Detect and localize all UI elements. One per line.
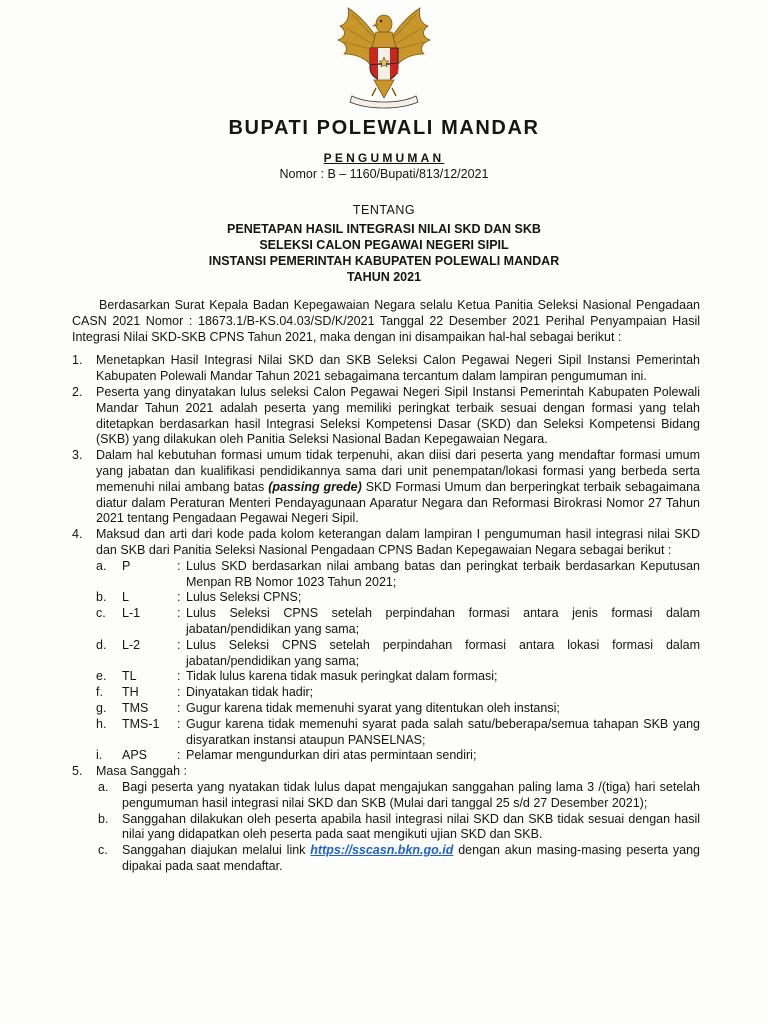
sub-text: dengan akun masing-masing peserta yang dipakai pada saat mendaftar. (122, 843, 700, 873)
code-letter: f. (96, 685, 103, 700)
code-separator: : (177, 637, 181, 652)
sub-text: Sanggahan diajukan melalui link (122, 843, 306, 858)
code-letter: a. (96, 558, 107, 573)
code-description: Tidak lulus karena tidak masuk peringkat dalam formasi; (186, 669, 498, 684)
code-description: Lulus SKD berdasarkan nilai ambang batas dan peringkat terbaik berdasarkan Keputusan Menpan RB Nomor 1023 Tahun 2021; (186, 558, 700, 589)
code-description: Lulus Seleksi CPNS; (186, 590, 302, 605)
code-letter: c. (96, 606, 106, 621)
sscasn-link[interactable]: https://sscasn.bkn.go.id (310, 843, 454, 858)
code-description: Pelamar mengundurkan diri atas permintaan sendiri; (186, 748, 477, 763)
code-letter: i. (96, 748, 103, 763)
code-separator: : (177, 716, 181, 731)
document-body (72, 298, 700, 875)
code-value: APS (122, 748, 148, 763)
tentang-label: TENTANG (352, 203, 416, 217)
item-number: 2. (72, 384, 83, 399)
item-number: 5. (72, 764, 83, 779)
code-row (72, 590, 700, 606)
list-item (72, 385, 700, 448)
code-letter: e. (96, 669, 107, 684)
list-item (72, 527, 700, 559)
code-row (72, 748, 700, 764)
code-letter: g. (96, 700, 107, 715)
item-text: Dalam hal kebutuhan formasi umum tidak terpenuhi, akan diisi dari peserta yang mendaftar formasi umum yang jabatan dan kualifikasi pendidikannya sama dari unit penempatan/lokasi formasi yang berbeda serta memenuhi nilai ambang batas (96, 448, 700, 494)
code-value: L-2 (122, 637, 141, 652)
sub-letter: c. (98, 843, 108, 858)
code-description: Lulus Seleksi CPNS setelah perpindahan formasi antara jenis formasi dalam jabatan/pendidikan yang sama; (186, 606, 700, 636)
item-text: Masa Sanggah : (96, 764, 188, 779)
list-item (72, 353, 700, 385)
code-description: Lulus Seleksi CPNS setelah perpindahan formasi antara lokasi formasi dalam jabatan/pendidikan yang sama; (186, 637, 700, 668)
code-description: Gugur karena tidak memenuhi syarat yang ditentukan oleh instansi; (186, 700, 560, 715)
code-row (72, 606, 700, 638)
code-separator: : (177, 590, 181, 605)
code-value: L (122, 590, 129, 605)
list-item (72, 764, 700, 780)
subject-line: INSTANSI PEMERINTAH KABUPATEN POLEWALI MANDAR (208, 254, 560, 268)
subject-line: PENETAPAN HASIL INTEGRASI NILAI SKD DAN SKB (227, 222, 541, 236)
code-separator: : (177, 748, 181, 763)
code-description: Dinyatakan tidak hadir; (186, 685, 314, 700)
document-type: PENGUMUMAN (323, 151, 445, 165)
item-text: Maksud dan arti dari kode pada kolom keterangan dalam lampiran I pengumuman hasil integrasi nilai SKD dan SKB dari Panitia Seleksi Nasional Pengadaan CPNS Badan Kepegawaian Negara sebagai berikut : (96, 527, 700, 557)
code-letter: h. (96, 716, 107, 731)
code-row (72, 717, 700, 749)
code-row (72, 701, 700, 717)
sanggah-item (72, 812, 700, 844)
subject-line: SELEKSI CALON PEGAWAI NEGERI SIPIL (259, 238, 509, 252)
code-row (72, 559, 700, 591)
code-letter: d. (96, 637, 107, 652)
code-value: L-1 (122, 606, 141, 621)
item-text: SKD Formasi Umum dan berperingkat terbaik sebagaimana diatur dalam Peraturan Menteri Pendayagunaan Aparatur Negara dan Reformasi Birokrasi Nomor 27 Tahun 2021 tentang Pengadaan Pegawai Negeri Sipil. (96, 479, 701, 526)
code-value: P (122, 558, 131, 573)
garuda-emblem-icon (334, 4, 434, 110)
sub-letter: a. (98, 779, 109, 794)
intro-paragraph: Berdasarkan Surat Kepala Badan Kepegawaian Negara selalu Ketua Panitia Seleksi Nasional Pengadaan CASN 2021 Nomor : 18673.1/B-KS.04.03/SD/K/2021 Tanggal 22 Desember 2021 Perihal Penyampaian Hasil Integrasi Nilai SKD-SKB CPNS Tahun 2021, maka dengan ini disampaikan hal-hal sebagai berikut : (72, 298, 700, 344)
item-number: 4. (72, 527, 83, 542)
subject-block (0, 221, 768, 285)
code-value: TMS (122, 700, 149, 715)
item-text: Menetapkan Hasil Integrasi Nilai SKD dan SKB Seleksi Calon Pegawai Negeri Sipil Instansi Pemerintah Kabupaten Polewali Mandar Tahun 2021 sebagaimana tercantum dalam lampiran pengumuman ini. (96, 353, 700, 384)
sub-text: Bagi peserta yang nyatakan tidak lulus dapat mengajukan sanggahan paling lama 3 /(tiga) hari setelah pengumuman hasil integrasi nilai SKD dan SKB (Mulai dari tanggal 25 s/d 27 Desember 2021); (122, 779, 700, 810)
sub-text: Sanggahan dilakukan oleh peserta apabila hasil integrasi nilai SKD dan SKB tidak sesuai dengan hasil nilai yang didapatkan oleh peserta pada saat mengikuti ujian SKD dan SKB. (122, 811, 700, 842)
document-number: Nomor : B – 1160/Bupati/813/12/2021 (279, 167, 489, 181)
item-emphasis: (passing grede) (268, 479, 362, 494)
code-row (72, 685, 700, 701)
code-separator: : (177, 558, 181, 573)
item-text: Peserta yang dinyatakan lulus seleksi Calon Pegawai Negeri Sipil Instansi Pemerintah Kabupaten Polewali Mandar Tahun 2021 adalah peserta yang memiliki peringkat terbaik sesuai dengan formasi yang telah ditetapkan berdasarkan hasil Integrasi Seleksi Kompetensi Dasar (SKD) dan Seleksi Kompetensi Bidang (SKB) yang dilakukan oleh Panitia Seleksi Nasional Badan Kepegawaian Negara. (96, 384, 700, 447)
item-number: 1. (72, 353, 83, 368)
subject-line: TAHUN 2021 (346, 270, 422, 284)
code-letter: b. (96, 590, 107, 605)
page-title: BUPATI POLEWALI MANDAR (228, 117, 540, 139)
code-value: TH (122, 685, 139, 700)
code-row (72, 638, 700, 670)
list-item (72, 448, 700, 527)
code-description: Gugur karena tidak memenuhi syarat pada salah satu/beberapa/semua tahapan SKB yang disyaratkan instansi ataupun PANSELNAS; (186, 716, 700, 747)
sanggah-item (72, 780, 700, 812)
sanggah-item (72, 843, 700, 875)
item-number: 3. (72, 448, 83, 463)
sub-letter: b. (98, 811, 109, 826)
code-row (72, 669, 700, 685)
code-separator: : (177, 606, 181, 621)
code-separator: : (177, 669, 181, 684)
code-value: TL (122, 669, 137, 684)
code-separator: : (177, 685, 181, 700)
code-value: TMS-1 (122, 716, 160, 731)
code-separator: : (177, 700, 181, 715)
